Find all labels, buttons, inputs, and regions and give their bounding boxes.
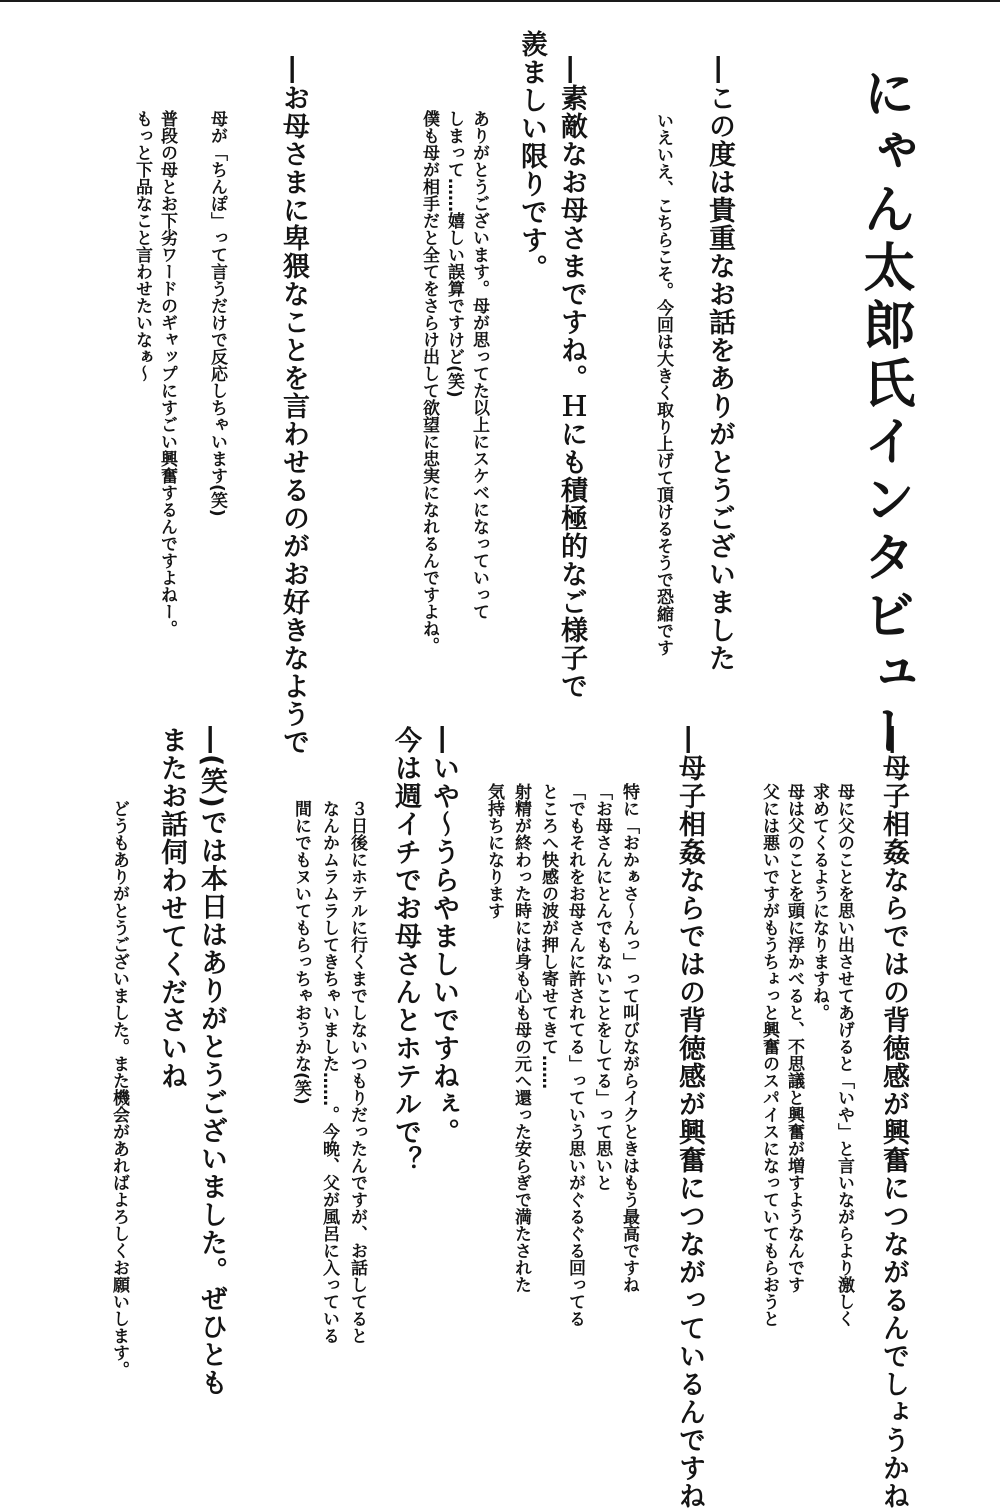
answer-5-line-6: 気持ちになります xyxy=(484,783,504,919)
answer-1: いえいえ、こちらこそ。今回は大きく取り上げて頂けるそうで恐縮です xyxy=(653,112,673,656)
question-6-line-2: 今は週イチでお母さんとホテルで？ xyxy=(390,726,421,1174)
question-4: ―母子相姦ならではの背徳感が興奮につながるんでしょうかね xyxy=(878,726,909,1510)
question-1: ―この度は貴重なお話をありがとうございました xyxy=(704,56,735,672)
answer-5-line-5: 射精が終わった時には身も心も母の元へ還った安らぎで満たされた xyxy=(511,783,531,1293)
question-5: ―母子相姦ならではの背徳感が興奮につながっているんですね xyxy=(674,726,705,1510)
question-2-line-1: ―素敵なお母さまですね。Ｈにも積極的なご様子で xyxy=(556,56,587,700)
answer-4-line-1: 母に父のことを思い出させてあげると「いや」と言いながらより激しく xyxy=(834,783,854,1327)
answer-3-line-1: 母が「ちんぽ」って言うだけで反応しちゃいます(笑) xyxy=(207,110,227,517)
answer-4-line-3: 母は父のことを頭に浮かべると、不思議と興奮が増すようなんです xyxy=(784,783,804,1293)
question-6-line-1: ―いや〜うらやましいですねぇ。 xyxy=(428,726,459,1146)
top-border-line xyxy=(0,0,1000,2)
answer-5-line-4: ところへ快感の波が押し寄せてきて…… xyxy=(538,783,558,1089)
answer-4-line-2: 求めてくるようになりますね。 xyxy=(809,783,829,1021)
question-7-line-1: ―(笑)では本日はありがとうございました。ぜひとも xyxy=(196,726,227,1397)
answer-2-line-1: ありがとうございます。母が思ってた以上にスケベになっていって xyxy=(469,110,489,620)
answer-3-line-3: もっと下品なこと言わせたいなぁ〜 xyxy=(132,110,152,382)
answer-2-line-3: 僕も母が相手だと全てをさらけ出して欲望に忠実になれるんですよね。 xyxy=(419,110,439,654)
page-title: にゃん太郎氏インタビュー xyxy=(854,66,914,762)
answer-2-line-2: しまって……嬉しい誤算ですけど(笑) xyxy=(444,110,464,398)
answer-5-line-3: 「でもそれをお母さんに許されてる」っていう思いがぐるぐる回ってる xyxy=(565,783,585,1327)
answer-5-line-2: 「お母さんにとんでもないことをしてる」って思いと xyxy=(592,783,612,1191)
answer-6-line-1: ３日後にホテルに行くまでしないつもりだったんですが、お話してると xyxy=(347,800,367,1344)
question-3: ―お母さまに卑猥なことを言わせるのがお好きなようで xyxy=(278,56,309,756)
answer-7: どうもありがとうございました。また機会があればよろしくお願いします。 xyxy=(109,800,129,1378)
question-7-line-2: またお話伺わせてくださいね xyxy=(156,726,187,1090)
question-2-line-2: 羨ましい限りです。 xyxy=(516,30,547,282)
answer-6-line-3: 間にでもヌいてもらっちゃおうかな(笑) xyxy=(291,800,311,1105)
answer-3-line-2: 普段の母とお下劣ワードのギャップにすごい興奮するんですよねー。 xyxy=(157,110,177,637)
answer-5-line-1: 特に「おかぁさ〜んっ」って叫びながらイクときはもう最高ですね xyxy=(619,783,639,1293)
answer-6-line-2: なんかムラムラしてきちゃいました……。今晩、父が風呂に入っている xyxy=(319,800,339,1344)
answer-4-line-4: 父には悪いですがもうちょっと興奮のスパイスになっていてもらおうと xyxy=(759,783,779,1327)
